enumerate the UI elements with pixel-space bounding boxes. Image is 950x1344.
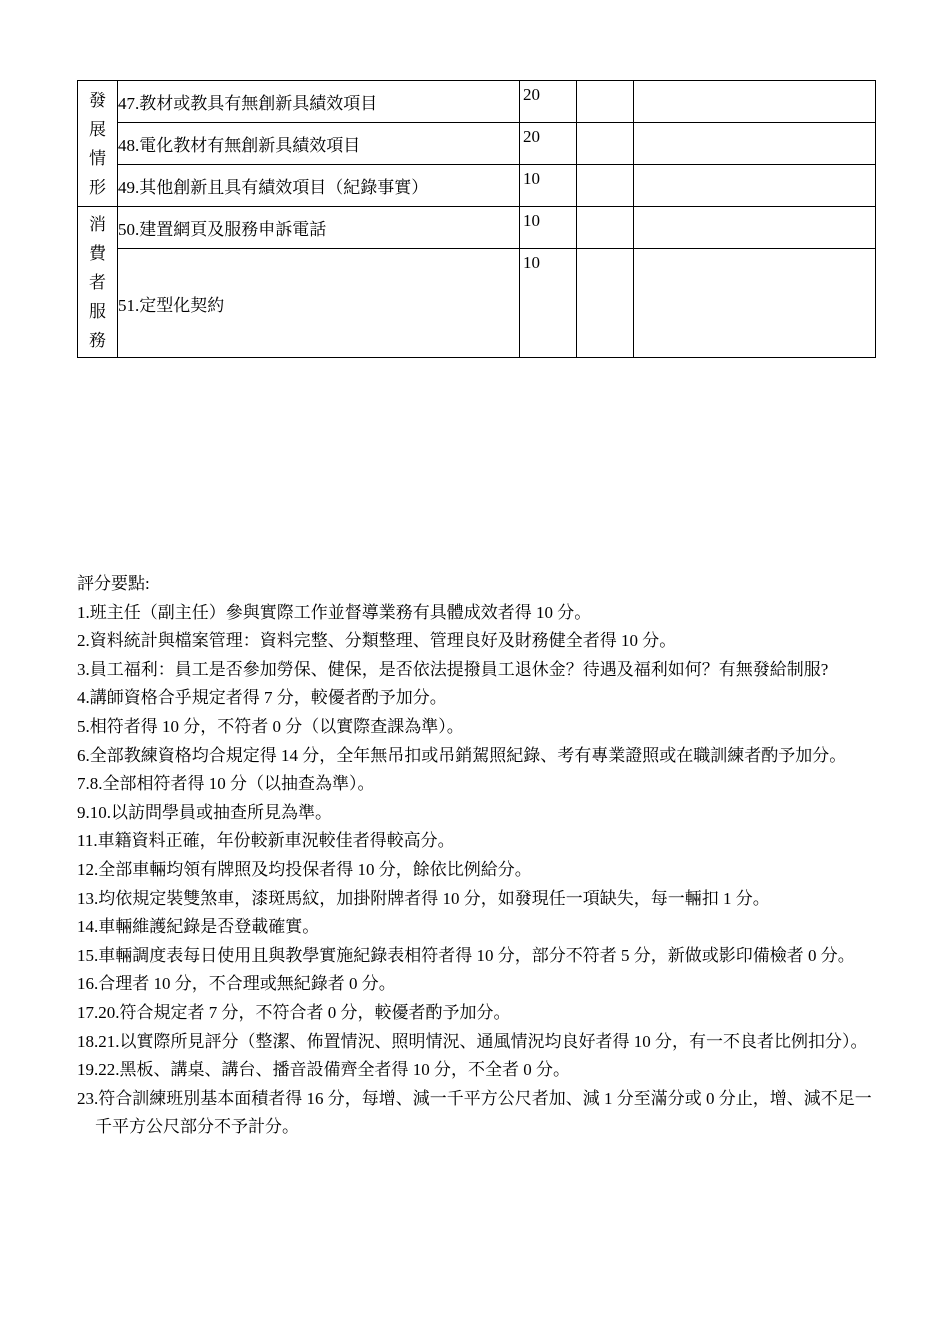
score-cell: 10 [520,165,577,207]
note-point: 15.車輛調度表每日使用且與教學實施紀錄表相符者得 10 分，部分不符者 5 分，新做或影印備檢者 0 分。 [77,945,855,965]
category-char: 服 [89,301,106,321]
table-row [78,123,876,165]
category-char: 務 [89,330,106,350]
remarks-cell [634,81,876,123]
scoring-notes [77,570,887,1142]
category-cell-consumer-service [78,207,118,358]
category-char: 消 [89,214,106,234]
item-cell: 47.教材或教具有無創新具績效項目 [118,81,520,123]
score-cell: 10 [520,249,577,358]
item-cell: 48.電化教材有無創新具績效項目 [118,123,520,165]
empty-cell [577,165,634,207]
note-point: 6.全部教練資格均合規定得 14 分，全年無吊扣或吊銷駕照紀錄、考有專業證照或在職訓練者酌予加分。 [77,745,847,765]
notes-heading: 評分要點: [77,574,150,593]
score-cell: 10 [520,207,577,249]
note-point: 17.20.符合規定者 7 分，不符合者 0 分，較優者酌予加分。 [77,1002,511,1022]
note-point: 12.全部車輛均領有牌照及均投保者得 10 分，餘依比例給分。 [77,859,532,879]
category-char: 形 [89,177,106,197]
empty-cell [577,81,634,123]
table-row [78,207,876,249]
remarks-cell [634,123,876,165]
note-point: 13.均依規定裝雙煞車，漆斑馬紋，加掛附牌者得 10 分，如發現任一項缺失，每一輛扣 1 分。 [77,888,770,908]
note-point: 9.10.以訪問學員或抽查所見為準。 [77,802,332,822]
note-point: 5.相符者得 10 分，不符者 0 分（以實際查課為準）。 [77,716,464,736]
note-point: 1.班主任（副主任）參與實際工作並督導業務有具體成效者得 10 分。 [77,602,592,622]
item-cell: 49.其他創新且具有績效項目（紀錄事實） [118,165,520,207]
note-point: 4.講師資格合乎規定者得 7 分，較優者酌予加分。 [77,688,447,708]
category-char: 發 [89,90,106,110]
remarks-cell [634,249,876,358]
category-char: 者 [89,272,106,292]
category-char: 費 [89,243,106,263]
remarks-cell [634,207,876,249]
note-point: 7.8.全部相符者得 10 分（以抽查為準）。 [77,774,375,794]
item-cell: 51.定型化契約 [118,249,520,358]
note-point: 14.車輛維護紀錄是否登載確實。 [77,917,320,937]
note-point: 11.車籍資料正確，年份較新車況較佳者得較高分。 [77,831,455,851]
note-point: 2.資料統計與檔案管理：資料完整、分類整理、管理良好及財務健全者得 10 分。 [77,631,677,651]
empty-cell [577,249,634,358]
empty-cell [577,123,634,165]
evaluation-table [77,80,876,358]
score-cell: 20 [520,123,577,165]
note-point: 19.22.黑板、講桌、講台、播音設備齊全者得 10 分，不全者 0 分。 [77,1060,570,1080]
note-point: 3.員工福利：員工是否參加勞保、健保，是否依法提撥員工退休金？待遇及福利如何？有無發給制服? [77,659,829,679]
category-char: 展 [89,119,106,139]
category-char: 情 [89,148,106,168]
table-row [78,81,876,123]
item-cell: 50.建置網頁及服務申訴電話 [118,207,520,249]
table-row [78,165,876,207]
category-cell-development [78,81,118,207]
note-point: 23.符合訓練班別基本面積者得 16 分，每增、減一千平方公尺者加、減 1 分至滿分或 0 分止，增、減不足一千平方公尺部分不予計分。 [77,1088,872,1137]
note-point: 16.合理者 10 分，不合理或無紀錄者 0 分。 [77,974,396,994]
score-cell: 20 [520,81,577,123]
empty-cell [577,207,634,249]
note-point: 18.21.以實際所見評分（整潔、佈置情況、照明情況、通風情況均良好者得 10 分，有一不良者比例扣分）。 [77,1031,868,1051]
remarks-cell [634,165,876,207]
table-row [78,249,876,358]
